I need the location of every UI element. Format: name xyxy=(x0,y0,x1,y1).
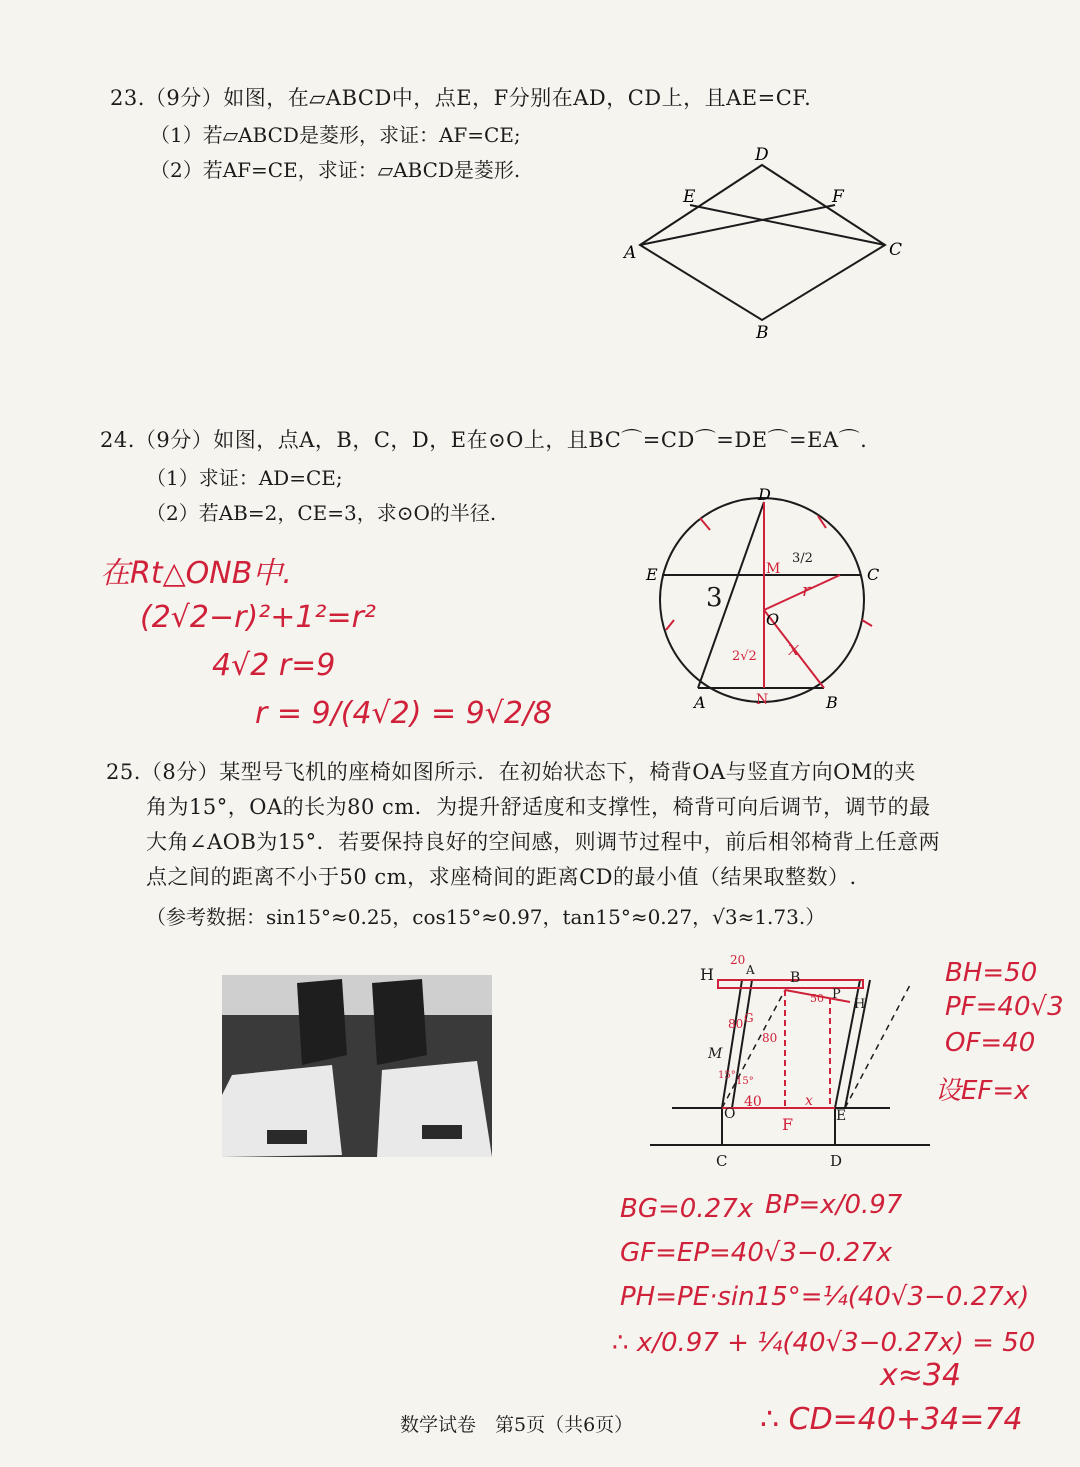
label-A: A xyxy=(624,243,637,263)
tick-mark-1 xyxy=(700,518,710,530)
rhombus-outline xyxy=(640,165,885,320)
seat-photo xyxy=(222,975,492,1157)
q24-stem: 24.（9分）如图，点A，B，C，D，E在⊙O上，且BC⌒=CD⌒=DE⌒=EA⌒. xyxy=(100,428,868,452)
q24-part1: （1）求证：AD=CE; xyxy=(146,466,343,490)
note-50: 50 xyxy=(810,992,824,1005)
q25-line1: 25.（8分）某型号飞机的座椅如图所示．在初始状态下，椅背OA与竖直方向OM的夹 xyxy=(106,760,916,784)
note-80-a: 80 xyxy=(728,1017,744,1031)
label-B: B xyxy=(826,693,838,712)
tick-mark-3 xyxy=(862,620,872,626)
backrest-OA xyxy=(722,980,742,1108)
note-20: 20 xyxy=(730,953,746,967)
seat-back-right xyxy=(372,979,427,1065)
q25-line3: 大角∠AOB为15°．若要保持良好的空间感，则调节过程中，前后相邻椅背上任意两 xyxy=(146,830,941,854)
label-A: A xyxy=(746,963,755,977)
label-D: D xyxy=(758,485,771,504)
label-C: C xyxy=(889,240,903,260)
q25-hw-line2: BP=x/0.97 xyxy=(765,1190,903,1220)
label-C: C xyxy=(867,565,880,584)
q25-hw-line4: PH=PE·sin15°=¼(40√3−0.27x) xyxy=(620,1282,1030,1312)
tick-mark-4 xyxy=(666,620,674,630)
q25-hw-line7: ∴ CD=40+34=74 xyxy=(760,1402,1023,1437)
side-note-2: PF=40√3 xyxy=(945,992,1064,1022)
label-E: E xyxy=(646,565,658,584)
label-N: N xyxy=(756,692,769,708)
q25-hw-line1: BG=0.27x xyxy=(620,1194,754,1224)
circle-O xyxy=(660,498,864,702)
label-B: B xyxy=(756,323,769,343)
q25-seat-diagram xyxy=(640,950,940,1180)
seat-back-left xyxy=(297,979,347,1065)
note-15-a: 15° xyxy=(718,1070,736,1081)
label-H-left: H xyxy=(700,965,714,984)
q25-reference-data: （参考数据：sin15°≈0.25，cos15°≈0.97，tan15°≈0.27，√3≈1.73.） xyxy=(146,905,826,929)
label-F: F xyxy=(782,1115,794,1134)
q24-hw-line1: 在Rt△ONB中. xyxy=(100,556,292,591)
seat-pocket-right xyxy=(422,1125,462,1139)
label-D: D xyxy=(755,145,769,165)
label-O: O xyxy=(724,1106,736,1122)
q23-part2: （2）若AF=CE，求证：▱ABCD是菱形. xyxy=(150,158,521,182)
backrest-OA-2 xyxy=(732,980,752,1108)
label-M: M xyxy=(708,1046,723,1062)
q25-hw-line6: x≈34 xyxy=(880,1358,962,1393)
label-G: G xyxy=(744,1011,754,1025)
annotation-3-half: 3/2 xyxy=(792,551,813,566)
q25-hw-line5: ∴ x/0.97 + ¼(40√3−0.27x) = 50 xyxy=(612,1328,1036,1358)
annotation-3: 3 xyxy=(706,583,723,613)
q23-part1: （1）若▱ABCD是菱形，求证：AF=CE; xyxy=(150,123,521,147)
note-15-b: 15° xyxy=(736,1076,754,1087)
q24-hw-line4: r = 9/(4√2) = 9√2/8 xyxy=(255,696,553,731)
label-C: C xyxy=(716,1152,728,1170)
q23-stem: 23.（9分）如图，在▱ABCD中，点E，F分别在AD，CD上，且AE=CF. xyxy=(110,86,812,110)
label-H-right: H xyxy=(854,997,866,1012)
side-note-1: BH=50 xyxy=(945,958,1038,988)
q25-line4: 点之间的距离不小于50 cm，求座椅间的距离CD的最小值（结果取整数）. xyxy=(146,865,857,889)
q23-parallelogram-figure xyxy=(610,140,920,350)
side-note-4: 设EF=x xyxy=(935,1076,1030,1106)
q24-circle-figure xyxy=(640,480,900,715)
label-E: E xyxy=(836,1108,847,1124)
label-F: F xyxy=(832,187,844,207)
q25-hw-line3: GF=EP=40√3−0.27x xyxy=(620,1238,893,1268)
seat-pocket-left xyxy=(267,1130,307,1144)
label-D: D xyxy=(830,1152,843,1170)
page-footer: 数学试卷 第5页（共6页） xyxy=(400,1414,634,1436)
annotation-r: r xyxy=(802,580,811,601)
side-note-3: OF=40 xyxy=(945,1028,1036,1058)
note-x: x xyxy=(805,1093,813,1109)
note-40: 40 xyxy=(744,1094,762,1110)
label-A: A xyxy=(694,693,706,712)
q24-hw-line3: 4√2 r=9 xyxy=(212,648,336,683)
seat-armrest-right xyxy=(377,1061,492,1157)
label-M: M xyxy=(766,561,781,577)
q24-part2: （2）若AB=2，CE=3，求⊙O的半径. xyxy=(146,501,497,525)
label-P: P xyxy=(832,987,841,1002)
annotation-x: x xyxy=(788,636,800,660)
note-80-b: 80 xyxy=(762,1031,778,1045)
label-O: O xyxy=(766,610,780,629)
q24-hw-line2: (2√2−r)²+1²=r² xyxy=(140,600,376,635)
label-B: B xyxy=(790,970,801,986)
annotation-2root2: 2√2 xyxy=(732,649,757,664)
label-E: E xyxy=(683,187,696,207)
q25-line2: 角为15°，OA的长为80 cm．为提升舒适度和支撑性，椅背可向后调节，调节的最 xyxy=(146,795,931,819)
